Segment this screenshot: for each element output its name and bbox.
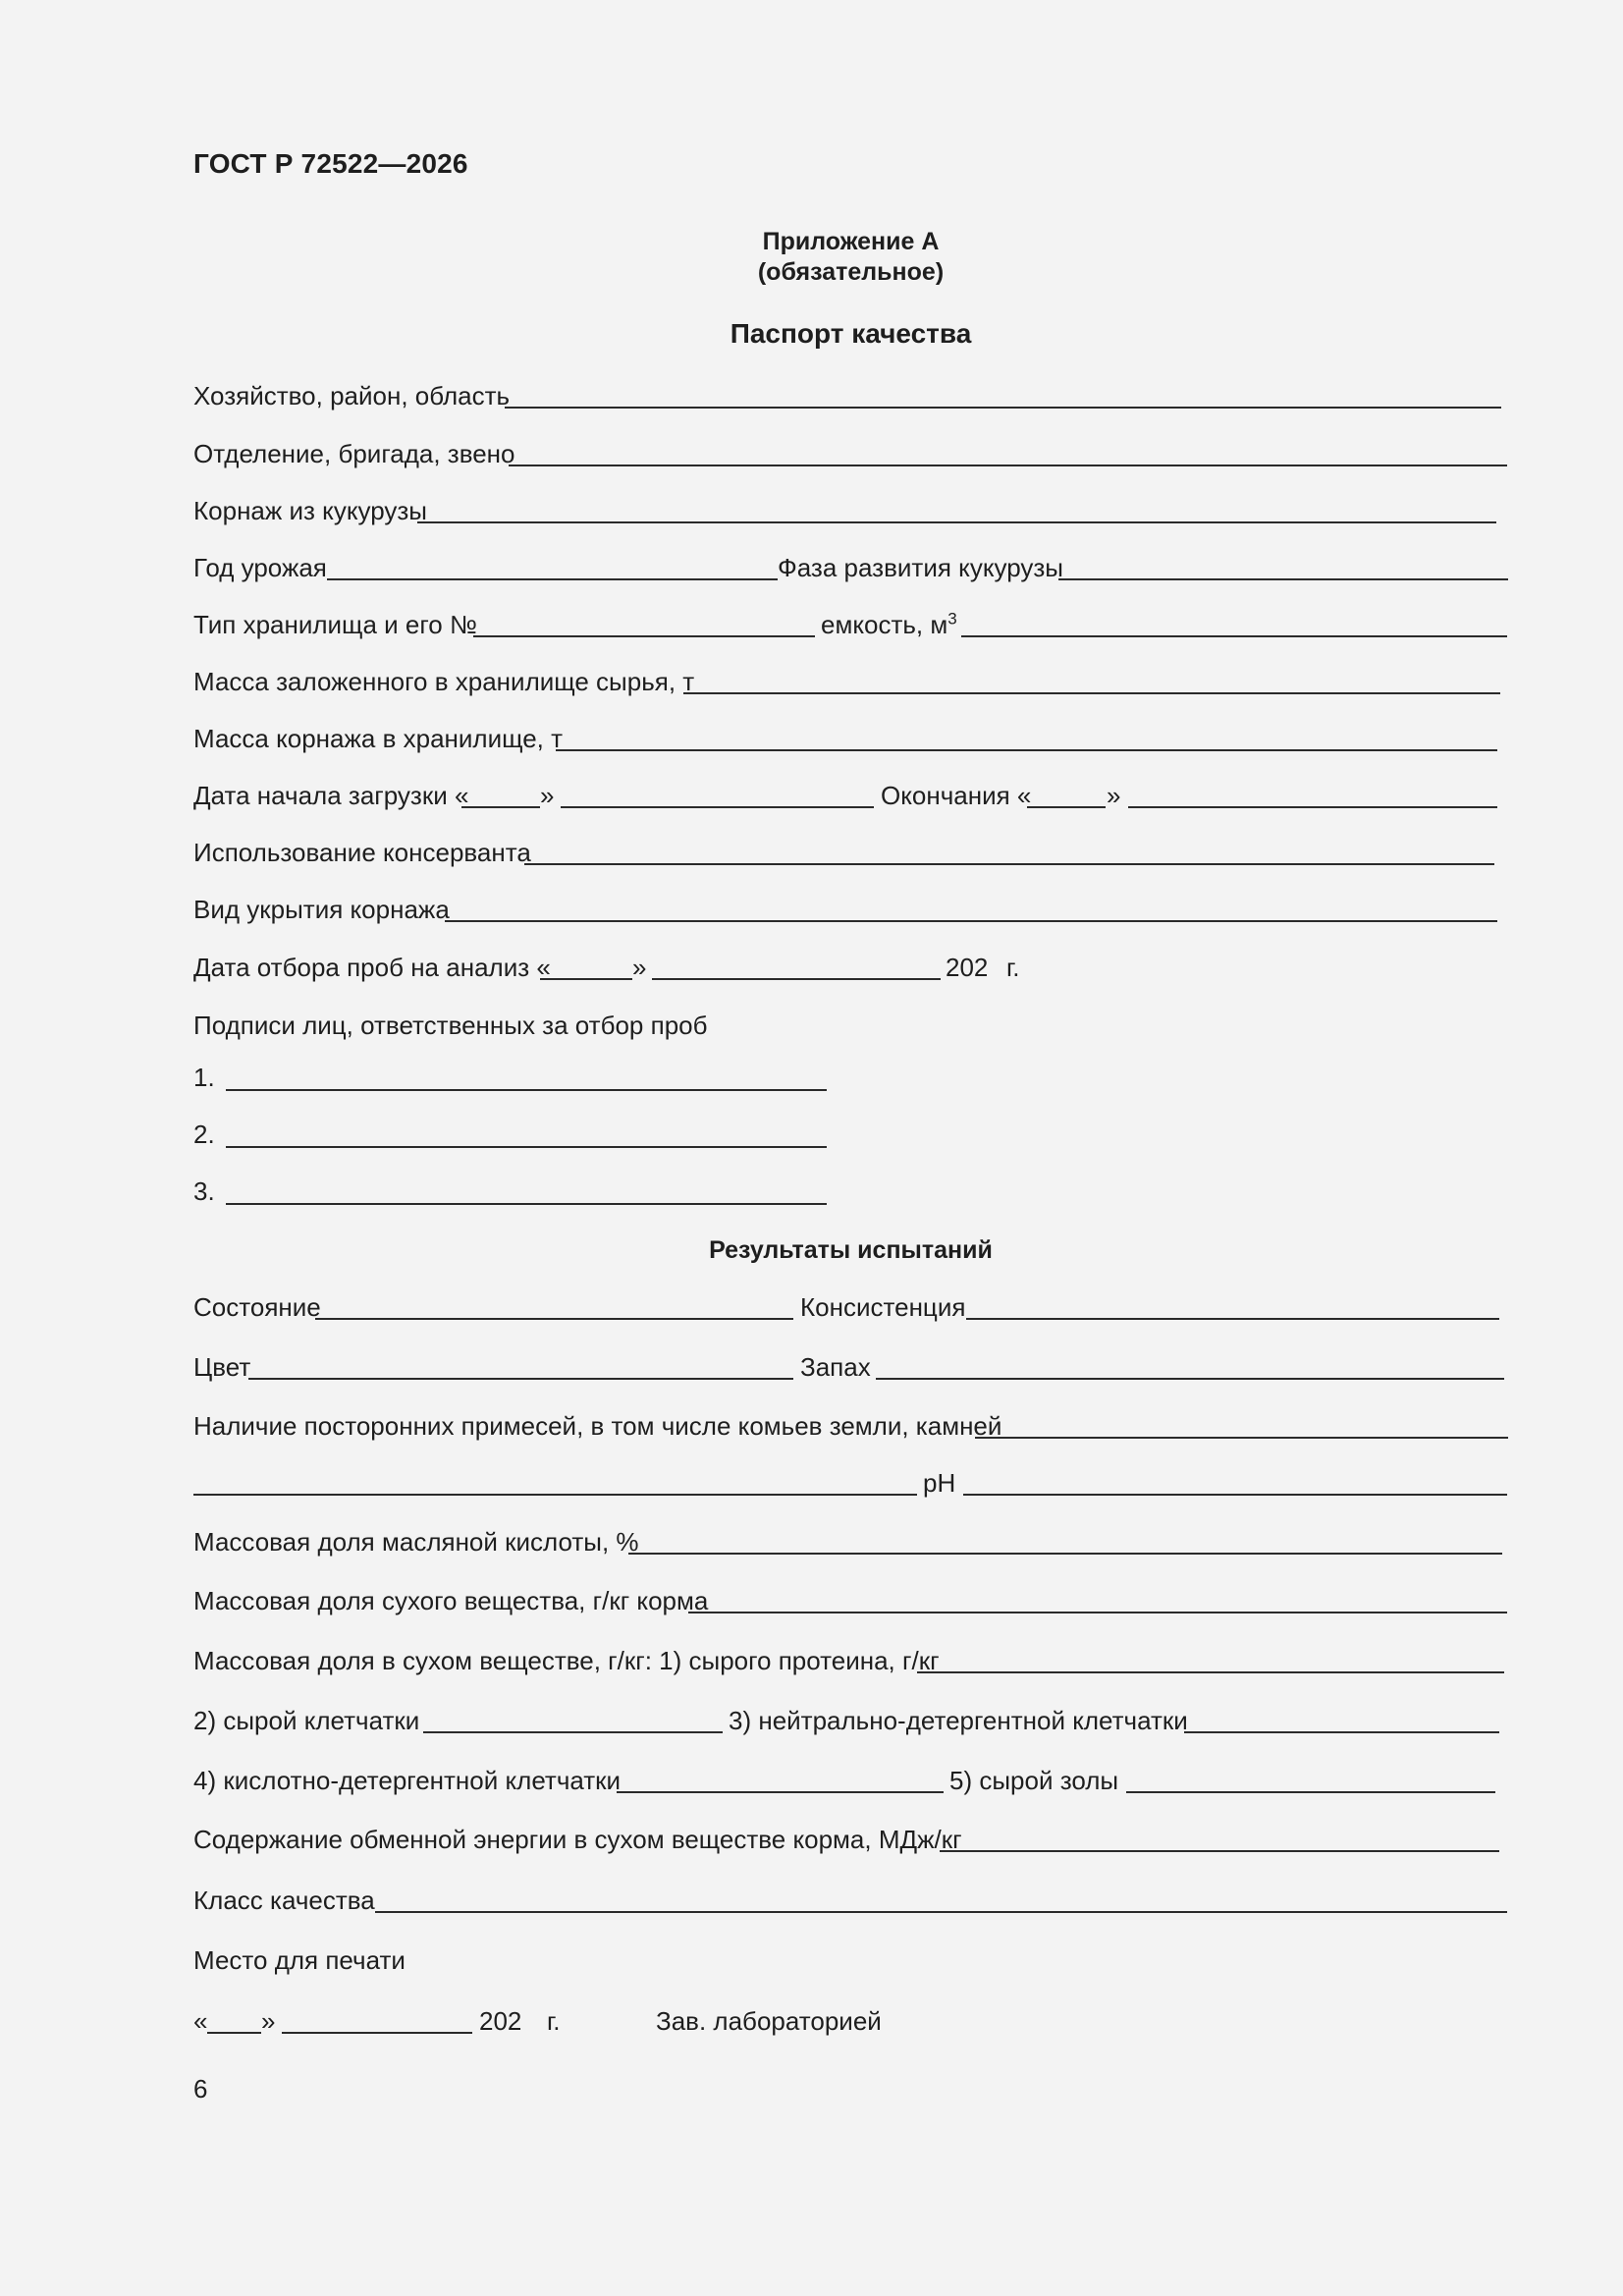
load-end-month-line[interactable] <box>1128 806 1497 808</box>
passport-title: Паспорт качества <box>730 318 972 349</box>
signature-line-1[interactable] <box>226 1089 827 1091</box>
signature-number-2: 2. <box>193 1120 215 1149</box>
fiber-label: 2) сырой клетчатки <box>193 1706 420 1735</box>
appendix-subtitle: (обязательное) <box>757 258 945 286</box>
state-field-line[interactable] <box>315 1318 793 1320</box>
appendix-title: Приложение А <box>762 228 940 255</box>
final-year-prefix: 202 <box>479 2006 522 2036</box>
smell-field-line[interactable] <box>876 1378 1504 1380</box>
butyric-acid-field-line[interactable] <box>628 1553 1502 1555</box>
final-date-close-quote: » <box>261 2006 276 2036</box>
sample-month-line[interactable] <box>652 978 941 980</box>
adf-field-line[interactable] <box>617 1791 944 1793</box>
signature-line-2[interactable] <box>226 1146 827 1148</box>
cornage-label: Корнаж из кукурузы <box>193 496 427 525</box>
load-end-day-line[interactable] <box>1027 806 1106 808</box>
lab-head-label: Зав. лабораторией <box>656 2006 882 2036</box>
preservative-label: Использование консерванта <box>193 838 531 867</box>
energy-field-line[interactable] <box>940 1850 1499 1852</box>
load-start-day-line[interactable] <box>461 806 540 808</box>
consistency-field-line[interactable] <box>966 1318 1499 1320</box>
cornage-field-line[interactable] <box>417 521 1496 523</box>
load-end-label: Окончания « <box>881 781 1032 810</box>
fiber-field-line[interactable] <box>423 1731 723 1733</box>
final-date-open-quote: « <box>193 2006 208 2036</box>
signatures-label: Подписи лиц, ответственных за отбор проб <box>193 1011 708 1040</box>
final-date-day-line[interactable] <box>207 2032 261 2034</box>
adf-label: 4) кислотно-детергентной клетчатки <box>193 1766 622 1795</box>
cornage-mass-label: Масса корнажа в хранилище, т <box>193 724 564 753</box>
load-end-quote: » <box>1107 781 1121 810</box>
dry-matter-field-line[interactable] <box>688 1612 1507 1613</box>
color-field-line[interactable] <box>248 1378 793 1380</box>
cover-label: Вид укрытия корнажа <box>193 895 450 924</box>
cornage-mass-field-line[interactable] <box>556 749 1497 751</box>
protein-label: Массовая доля в сухом веществе, г/кг: 1) сырого протеина, г/кг <box>193 1646 940 1675</box>
smell-label: Запах <box>800 1352 871 1382</box>
storage-type-label: Тип хранилища и его № <box>193 610 477 639</box>
document-number: ГОСТ Р 72522—2026 <box>193 148 468 179</box>
sample-year-prefix: 202 <box>946 953 989 982</box>
harvest-year-label: Год урожая <box>193 553 327 582</box>
ndf-label: 3) нейтрально-детергентной клетчатки <box>729 1706 1188 1735</box>
growth-phase-field-line[interactable] <box>1058 578 1508 580</box>
load-start-month-line[interactable] <box>561 806 874 808</box>
impurities-field-line[interactable] <box>975 1437 1508 1439</box>
capacity-label: емкость, $м^3$ <box>821 609 957 639</box>
raw-mass-field-line[interactable] <box>683 692 1500 694</box>
ash-field-line[interactable] <box>1126 1791 1495 1793</box>
storage-type-field-line[interactable] <box>473 635 815 637</box>
farm-field-line[interactable] <box>505 407 1501 409</box>
dry-matter-label: Массовая доля сухого вещества, г/кг корма <box>193 1586 709 1615</box>
quality-class-label: Класс качества <box>193 1886 375 1915</box>
sample-date-label: Дата отбора проб на анализ « <box>193 953 551 982</box>
results-title: Результаты испытаний <box>709 1236 993 1264</box>
stamp-place-label: Место для печати <box>193 1945 406 1975</box>
division-field-line[interactable] <box>509 465 1507 466</box>
raw-mass-label: Масса заложенного в хранилище сырья, т <box>193 667 695 696</box>
sample-date-quote: » <box>632 953 647 982</box>
sample-day-line[interactable] <box>540 978 632 980</box>
harvest-year-field-line[interactable] <box>327 578 778 580</box>
load-start-quote: » <box>540 781 555 810</box>
farm-label: Хозяйство, район, область <box>193 381 511 410</box>
page-number: 6 <box>193 2074 208 2104</box>
load-start-label: Дата начала загрузки « <box>193 781 469 810</box>
energy-label: Содержание обменной энергии в сухом веществе корма, МДж/кг <box>193 1825 962 1854</box>
state-label: Состояние <box>193 1292 321 1322</box>
ash-label: 5) сырой золы <box>949 1766 1119 1795</box>
ndf-field-line[interactable] <box>1184 1731 1499 1733</box>
consistency-label: Консистенция <box>800 1292 966 1322</box>
sample-year-suffix: г. <box>1006 953 1020 982</box>
capacity-exponent: 3 <box>947 609 957 629</box>
division-label: Отделение, бригада, звено <box>193 439 515 468</box>
butyric-acid-label: Массовая доля масляной кислоты, % <box>193 1527 639 1557</box>
ph-field-line[interactable] <box>963 1494 1507 1496</box>
signature-number-3: 3. <box>193 1176 215 1206</box>
final-date-month-line[interactable] <box>282 2032 472 2034</box>
impurities-continuation-line[interactable] <box>193 1494 917 1496</box>
quality-class-field-line[interactable] <box>375 1911 1507 1913</box>
signature-line-3[interactable] <box>226 1203 827 1205</box>
capacity-field-line[interactable] <box>961 635 1507 637</box>
growth-phase-label: Фаза развития кукурузы <box>778 553 1063 582</box>
preservative-field-line[interactable] <box>524 863 1494 865</box>
signature-number-1: 1. <box>193 1063 215 1092</box>
cover-field-line[interactable] <box>445 920 1497 922</box>
protein-field-line[interactable] <box>917 1671 1504 1673</box>
impurities-label: Наличие посторонних примесей, в том числе комьев земли, камней <box>193 1411 1002 1441</box>
ph-label: pH <box>923 1468 956 1498</box>
color-label: Цвет <box>193 1352 251 1382</box>
final-year-suffix: г. <box>547 2006 561 2036</box>
